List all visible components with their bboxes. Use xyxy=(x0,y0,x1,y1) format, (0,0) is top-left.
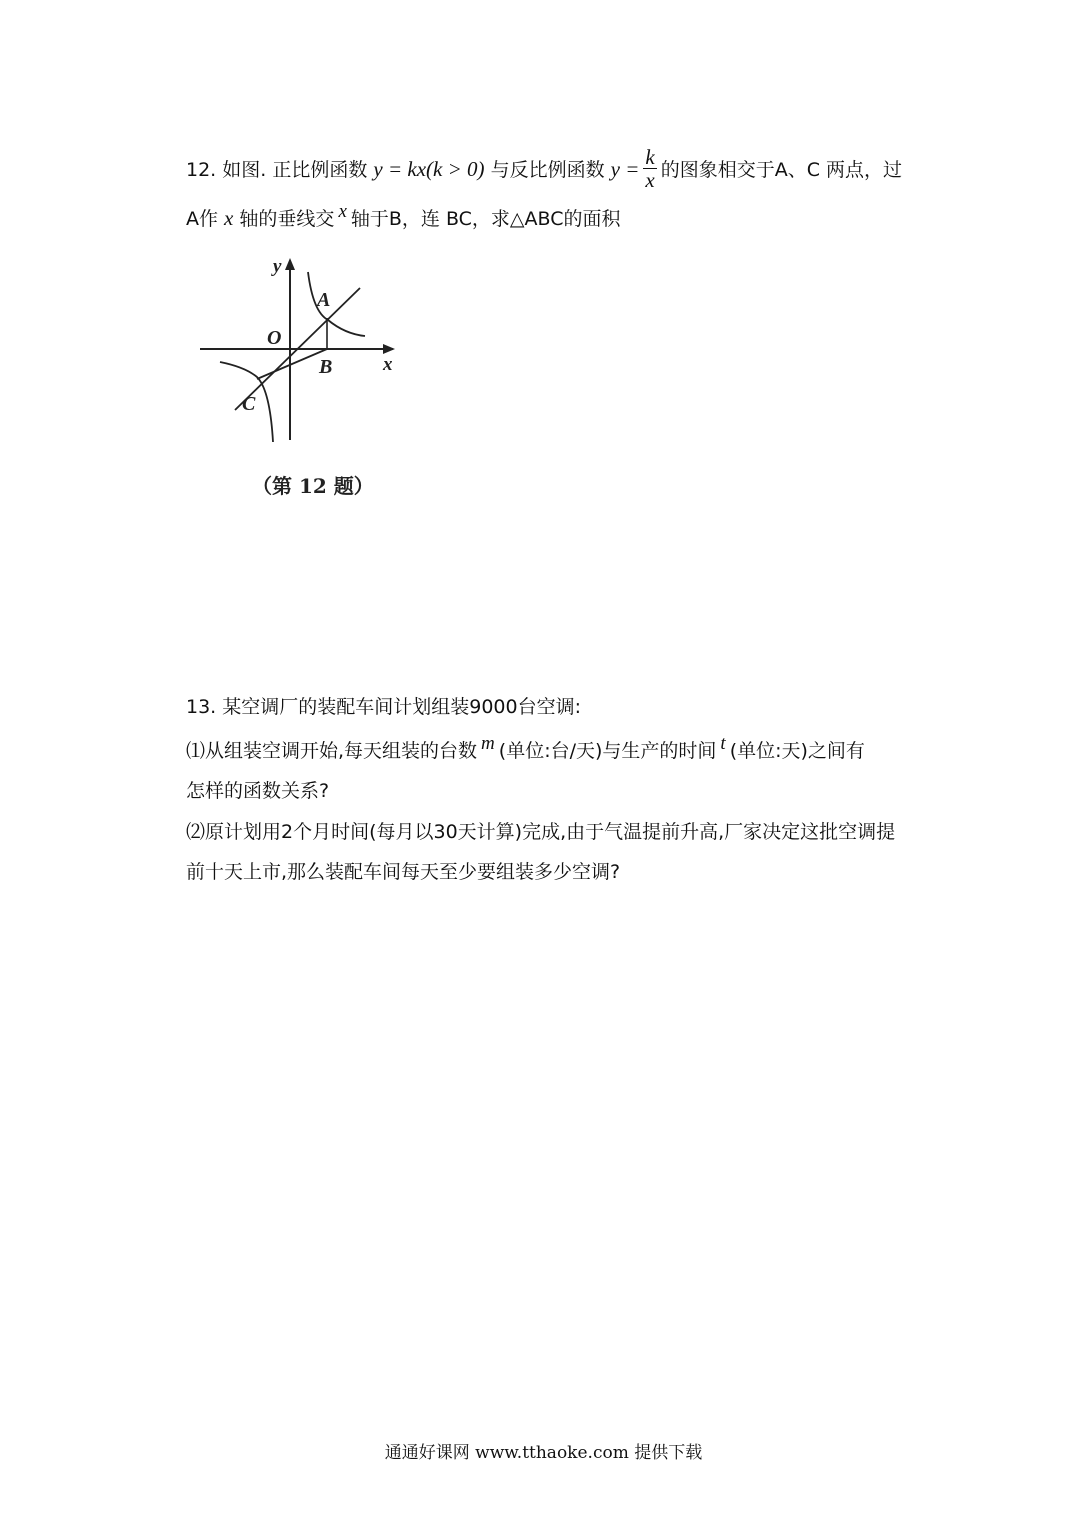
q13-variable-m: m xyxy=(481,733,495,754)
q13-line-3: 怎样的函数关系? xyxy=(186,780,330,802)
point-C-label: C xyxy=(242,393,256,415)
q12-equation-linear: y = kx(k > 0) xyxy=(373,157,485,181)
x-axis-arrow-icon xyxy=(383,344,395,354)
q13-part1-b: (单位:台/天)与生产的时间 xyxy=(498,740,717,762)
q13-part1-c: (单位:天)之间有 xyxy=(729,740,865,762)
q12-equation-inverse-lhs: y = xyxy=(610,157,640,181)
q12-text-1: 如图. 正比例函数 xyxy=(222,159,368,181)
q12-figure-caption: （第 12 题） xyxy=(252,474,374,498)
y-axis-label: y xyxy=(273,256,282,277)
y-axis-arrow-icon xyxy=(285,258,295,270)
q13-line-4: ⑵原计划用2个月时间(每月以30天计算)完成,由于气温提前升高,厂家决定这批空调提 xyxy=(186,821,896,843)
point-A-label: A xyxy=(317,289,331,311)
page-footer: 通通好课网 www.tthaoke.com 提供下载 xyxy=(384,1443,703,1463)
q13-line-2 xyxy=(186,733,865,764)
q13-line-5: 前十天上市,那么装配车间每天至少要组装多少空调? xyxy=(186,861,621,883)
q12-line2-x2: x xyxy=(338,201,347,222)
q13-part1-a: ⑴从组装空调开始,每天组装的台数 xyxy=(186,740,478,762)
q13-line-1: 13. 某空调厂的装配车间计划组装9000台空调: xyxy=(186,696,582,718)
point-B-label: B xyxy=(319,356,333,378)
fraction-numerator: k xyxy=(645,145,655,169)
q12-number: 12. xyxy=(186,159,223,181)
point-O-label: O xyxy=(267,327,282,349)
q12-line-2 xyxy=(186,201,621,232)
q12-text-3: 的图象相交于A、C 两点，过 xyxy=(660,159,903,181)
fraction-denominator: x xyxy=(645,168,655,192)
q13-variable-t: t xyxy=(720,733,726,754)
q12-line2-b: 轴的垂线交 xyxy=(239,208,335,230)
q12-line-1 xyxy=(186,145,903,193)
q12-line2-x1: x xyxy=(224,206,234,230)
q12-line2-a: A作 xyxy=(186,208,218,230)
q12-figure xyxy=(195,252,415,447)
x-axis-label: x xyxy=(383,354,393,375)
q12-line2-c: 轴于B，连 BC，求△ABC的面积 xyxy=(350,208,621,230)
q12-text-2: 与反比例函数 xyxy=(490,159,605,181)
q12-fraction xyxy=(643,146,656,191)
